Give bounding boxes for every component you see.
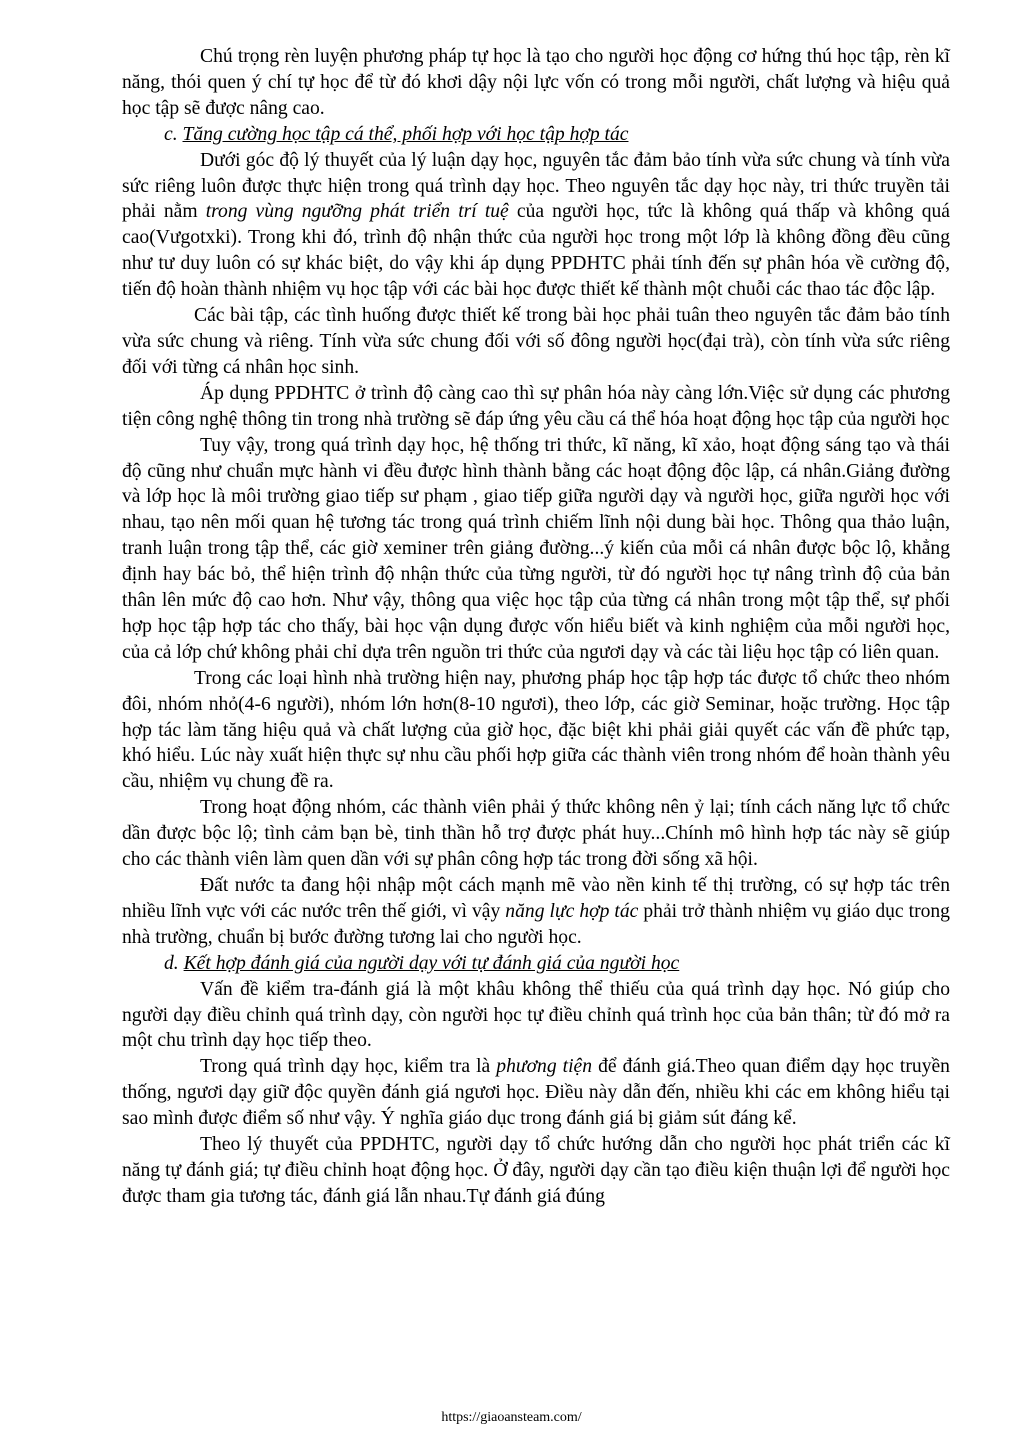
heading-c-text: Tăng cường học tập cá thể, phối hợp với học tập hợp tác [182, 123, 629, 145]
paragraph-individual-learning [122, 148, 950, 303]
p8-emphasis: năng lực hợp tác [505, 900, 639, 922]
heading-c-label: c. [164, 123, 178, 145]
paragraph-testing [122, 1054, 950, 1132]
p10-part-a: Trong quá trình dạy học, kiểm tra là [200, 1056, 497, 1078]
p2-emphasis: trong vùng ngưỡng phát triển trí tuệ [205, 201, 509, 223]
section-heading-d [122, 951, 950, 977]
document-page [122, 44, 950, 1210]
paragraph-self-assessment: Theo lý thuyết của PPDHTC, người dạy tổ chức hướng dẫn cho người học phát triển các kĩ năng tự đánh giá; tự điều chỉnh hoạt động học. Ở đây, người dạy cần tạo điều kiện thuận lợi để người học được tham gia tương tác, đánh giá lẫn nhau.Tự đánh giá đúng [122, 1134, 950, 1207]
paragraph-assessment: Vấn đề kiểm tra-đánh giá là một khâu không thể thiếu của quá trình dạy học. Nó giúp cho người dạy điều chỉnh quá trình dạy, còn người học tự điều chỉnh quá trình học của bản thân; từ đó mở ra một chu trình dạy học tiếp theo. [122, 978, 950, 1052]
heading-d-text: Kết hợp đánh giá của người dạy với tự đánh giá của người học [183, 952, 680, 974]
section-heading-c [122, 122, 950, 148]
p10-part-b: để đánh giá.Theo quan điểm dạy học truyền thống, ngươi dạy giữ độc quyền đánh giá ngươi học. Điều này dẫn đến, nhiều khi các em không hiểu tại sao mình được điểm số như vậy. Ý nghĩa giáo dục trong đánh giá bị giảm sút đáng kể. [122, 1056, 950, 1130]
paragraph-exercises: Các bài tập, các tình huống được thiết kế trong bài học phải tuân theo nguyên tắc đảm bảo tính vừa sức chung và riêng. Tính vừa sức chung đối với số đông người học(đại trà), còn tính vừa sức riêng đối với từng cá nhân học sinh. [122, 305, 950, 378]
paragraph-integration [122, 873, 950, 951]
p8-part-b: phải trở thành nhiệm vụ giáo dục trong nhà trường, chuẩn bị bước đường tương lai cho người học. [122, 900, 950, 948]
p2-part-b: của người học, tức là không quá thấp và không quá cao(Vưgotxki). Trong khi đó, trình độ nhận thức của người học trong một lớp là không đồng đều cũng như tư duy luôn có sự khác biệt, do vậy khi áp dụng PPDHTC phải tính đến sự phân hóa về cường độ, tiến độ hoàn thành nhiệm vụ học tập với các bài học được thiết kế thành một chuỗi các thao tác độc lập. [122, 201, 950, 301]
paragraph-differentiation: Áp dụng PPDHTC ở trình độ càng cao thì sự phân hóa này càng lớn.Việc sử dụng các phương tiện công nghệ thông tin trong nhà trường sẽ đáp ứng yêu cầu cá thể hóa hoạt động học tập của người học [122, 382, 950, 430]
paragraph-cooperation: Tuy vậy, trong quá trình dạy học, hệ thống tri thức, kĩ năng, kĩ xảo, hoạt động sáng tạo và thái độ cũng như chuẩn mực hành vi đều được hình thành bằng các hoạt động độc lập, cá nhân.Giảng đường và lớp học là môi trường giao tiếp sư phạm , giao tiếp giữa người dạy và người học, giữa người học với nhau, tạo nên mối quan hệ tương tác trong quá trình chiếm lĩnh nội dung bài học. Thông qua thảo luận, tranh luận trong tập thể, các giờ xeminer trên giảng đường...ý kiến của mỗi cá nhân được bộc lộ, khẳng định hay bác bỏ, thể hiện trình độ nhận thức của từng người, từ đó người học tự nâng trình độ của bản thân lên mức độ cao hơn. Như vậy, thông qua việc học tập của từng cá nhân trong một tập thể, sự phối hợp học tập hợp tác cho thấy, bài học vận dụng được vốn hiểu biết và kinh nghiệm của mỗi người học, của cả lớp chứ không phải chỉ dựa trên nguồn tri thức của ngươi dạy và các tài liệu học tập có liên quan. [122, 434, 950, 663]
p2-part-a: Dưới góc độ lý thuyết của lý luận dạy học, nguyên tắc đảm bảo tính vừa sức chung và tính vừa sức riêng luôn được thực hiện trong quá trình dạy học. Theo nguyên tắc dạy học này, tri thức truyền tải phải nằm [122, 149, 950, 223]
p8-part-a: Đất nước ta đang hội nhập một cách mạnh mẽ vào nền kinh tế thị trường, có sự hợp tác trên nhiều lĩnh vực với các nước trên thế giới, vì vậy [122, 875, 950, 922]
paragraph-group-activity: Trong hoạt động nhóm, các thành viên phải ý thức không nên ỷ lại; tính cách năng lực tổ chức dần được bộc lộ; tình cảm bạn bè, tinh thần hỗ trợ được phát huy...Chính mô hình hợp tác này sẽ giúp cho các thành viên làm quen dần với sự phân công hợp tác trong đời sống xã hội. [122, 797, 950, 871]
p10-emphasis: phương tiện [496, 1056, 593, 1078]
footer-url[interactable]: https://giaoansteam.com/ [441, 1410, 582, 1425]
paragraph-self-study: Chú trọng rèn luyện phương pháp tự học là tạo cho người học động cơ hứng thú học tập, rèn kĩ năng, thói quen ý chí tự học để từ đó khơi dậy nội lực vốn có trong mỗi người, chất lượng và hiệu quả học tập sẽ được nâng cao. [122, 46, 950, 119]
paragraph-group-forms: Trong các loại hình nhà trường hiện nay, phương pháp học tập hợp tác được tổ chức theo nhóm đôi, nhóm nhỏ(4-6 người), nhóm lớn hơn(8-10 ngươi), theo lớp, các giờ Seminar, hoặc trường. Học tập hợp tác làm tăng hiệu quả và chất lượng của giờ học, đặc biệt khi phải giải quyết các vấn đề phức tạp, khó hiểu. Lúc này xuất hiện thực sự nhu cầu phối hợp giữa các thành viên trong nhóm để hoàn thành yêu cầu, nhiệm vụ chung đề ra. [122, 667, 950, 793]
heading-d-label: d. [164, 952, 179, 974]
